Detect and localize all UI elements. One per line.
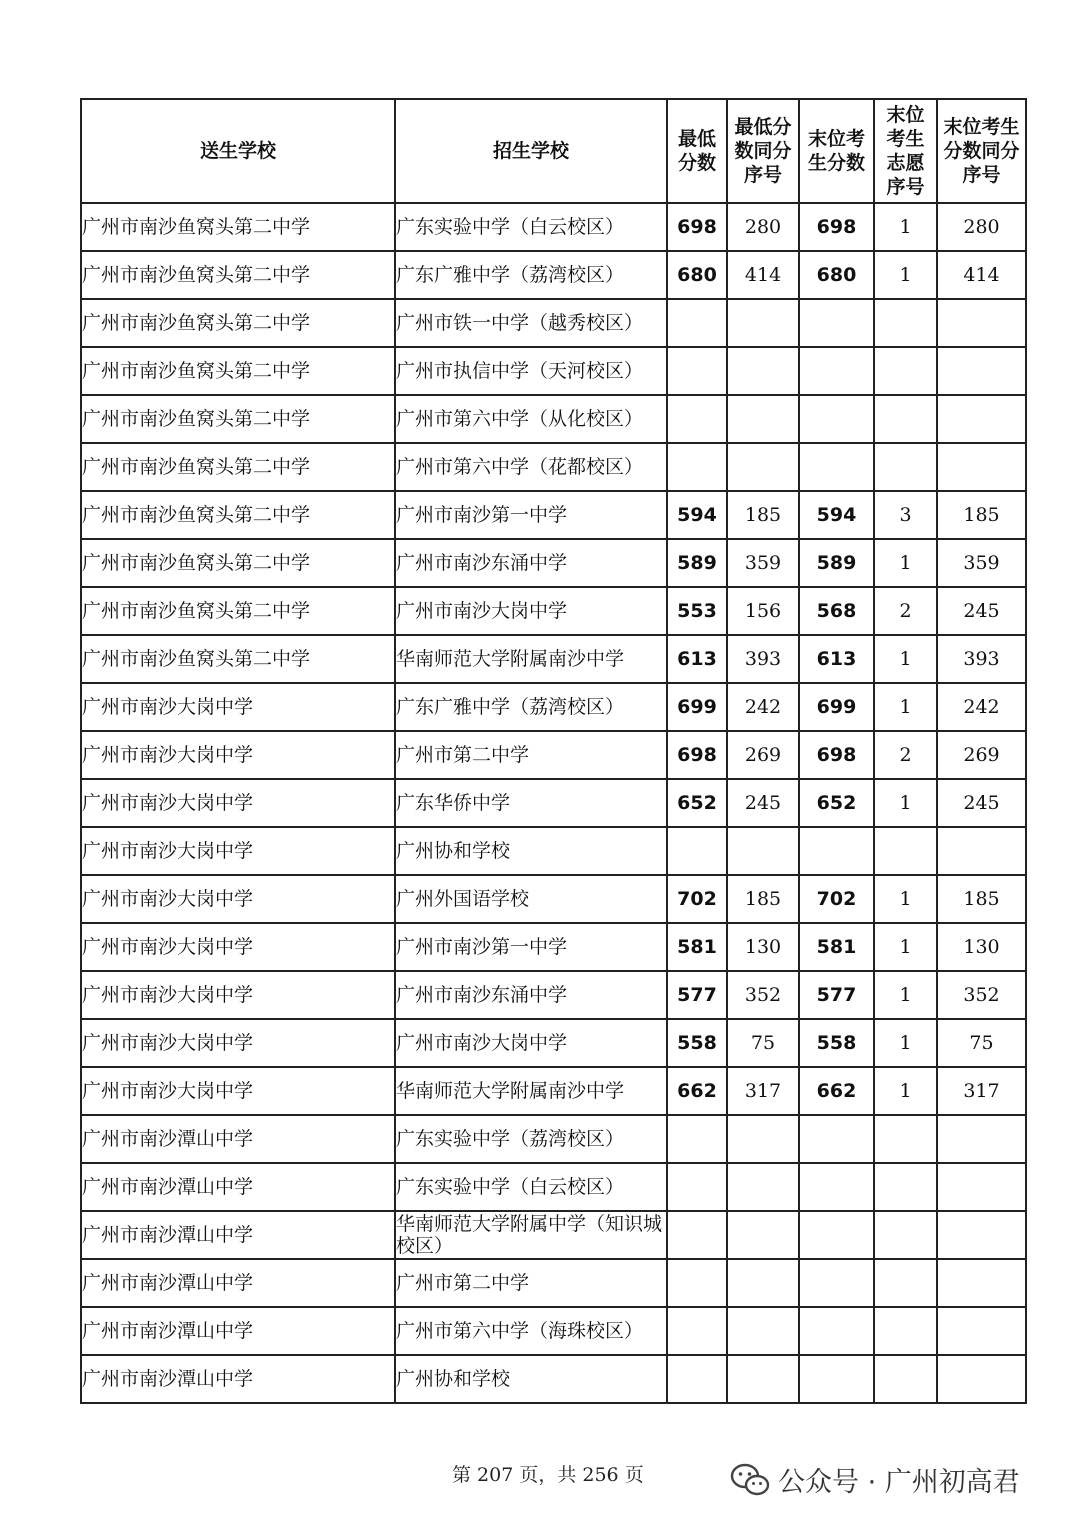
table-header-row (81, 99, 1026, 203)
last-score-rank-cell (937, 1355, 1026, 1403)
table-row (81, 491, 1026, 539)
min-score-rank-cell (727, 395, 799, 443)
min-score-rank-cell (727, 1211, 799, 1259)
last-score-cell (799, 1115, 874, 1163)
table-row (81, 1355, 1026, 1403)
last-score-cell: 652 (799, 779, 874, 827)
header-min-score: 最低 分数 (667, 99, 727, 203)
table-row (81, 1259, 1026, 1307)
header-admitting-school: 招生学校 (395, 99, 667, 203)
last-choice-number-cell: 1 (874, 203, 937, 251)
last-score-rank-cell: 185 (937, 491, 1026, 539)
admission-score-table (80, 98, 1027, 1404)
sending-school-cell: 广州市南沙鱼窝头第二中学 (81, 251, 395, 299)
min-score-cell: 589 (667, 539, 727, 587)
min-score-cell: 698 (667, 203, 727, 251)
admitting-school-cell: 广东实验中学（白云校区） (395, 1163, 667, 1211)
last-score-cell (799, 1355, 874, 1403)
min-score-rank-cell: 75 (727, 1019, 799, 1067)
min-score-cell: 698 (667, 731, 727, 779)
last-score-cell (799, 1307, 874, 1355)
min-score-rank-cell: 352 (727, 971, 799, 1019)
admitting-school-cell: 广州市南沙大岗中学 (395, 1019, 667, 1067)
header-last-choice-number: 末位 考生 志愿 序号 (874, 99, 937, 203)
table-row (81, 539, 1026, 587)
last-choice-number-cell (874, 827, 937, 875)
page-number: 第 207 页，共 256 页 (452, 1464, 644, 1486)
min-score-cell (667, 827, 727, 875)
last-score-cell: 558 (799, 1019, 874, 1067)
min-score-cell (667, 299, 727, 347)
admitting-school-cell: 广州协和学校 (395, 827, 667, 875)
admitting-school-cell: 华南师范大学附属南沙中学 (395, 1067, 667, 1115)
min-score-rank-cell (727, 1115, 799, 1163)
admitting-school-cell: 广州市南沙第一中学 (395, 923, 667, 971)
min-score-rank-cell (727, 443, 799, 491)
table-row (81, 1115, 1026, 1163)
admitting-school-cell: 广州市执信中学（天河校区） (395, 347, 667, 395)
last-score-rank-cell (937, 1259, 1026, 1307)
table-row (81, 1307, 1026, 1355)
last-choice-number-cell: 1 (874, 683, 937, 731)
last-choice-number-cell (874, 1307, 937, 1355)
min-score-cell (667, 395, 727, 443)
last-score-cell (799, 443, 874, 491)
min-score-cell (667, 1355, 727, 1403)
last-choice-number-cell (874, 299, 937, 347)
table-row (81, 923, 1026, 971)
last-score-rank-cell: 269 (937, 731, 1026, 779)
min-score-rank-cell: 156 (727, 587, 799, 635)
last-score-rank-cell: 185 (937, 875, 1026, 923)
admitting-school-cell: 广州协和学校 (395, 1355, 667, 1403)
sending-school-cell: 广州市南沙鱼窝头第二中学 (81, 395, 395, 443)
admitting-school-cell: 广州市南沙东涌中学 (395, 971, 667, 1019)
sending-school-cell: 广州市南沙大岗中学 (81, 779, 395, 827)
table-row (81, 1067, 1026, 1115)
min-score-cell: 558 (667, 1019, 727, 1067)
last-choice-number-cell (874, 1115, 937, 1163)
last-score-rank-cell (937, 827, 1026, 875)
last-score-cell: 577 (799, 971, 874, 1019)
last-choice-number-cell (874, 1211, 937, 1259)
last-score-rank-cell (937, 443, 1026, 491)
min-score-rank-cell: 317 (727, 1067, 799, 1115)
last-choice-number-cell: 1 (874, 1067, 937, 1115)
admitting-school-cell: 广州市南沙大岗中学 (395, 587, 667, 635)
last-choice-number-cell: 3 (874, 491, 937, 539)
min-score-rank-cell: 242 (727, 683, 799, 731)
last-score-rank-cell (937, 1163, 1026, 1211)
last-choice-number-cell: 1 (874, 971, 937, 1019)
last-choice-number-cell (874, 443, 937, 491)
watermark-text: 公众号 · 广州初高君 (778, 1467, 1020, 1498)
sending-school-cell: 广州市南沙潭山中学 (81, 1115, 395, 1163)
last-choice-number-cell (874, 347, 937, 395)
table-row (81, 347, 1026, 395)
min-score-cell: 594 (667, 491, 727, 539)
last-score-cell: 699 (799, 683, 874, 731)
last-score-cell: 594 (799, 491, 874, 539)
min-score-rank-cell: 393 (727, 635, 799, 683)
last-score-rank-cell: 359 (937, 539, 1026, 587)
sending-school-cell: 广州市南沙大岗中学 (81, 1019, 395, 1067)
sending-school-cell: 广州市南沙大岗中学 (81, 731, 395, 779)
sending-school-cell: 广州市南沙大岗中学 (81, 875, 395, 923)
last-score-rank-cell (937, 299, 1026, 347)
min-score-rank-cell (727, 1307, 799, 1355)
min-score-rank-cell: 130 (727, 923, 799, 971)
table-row (81, 203, 1026, 251)
min-score-cell (667, 443, 727, 491)
min-score-rank-cell: 280 (727, 203, 799, 251)
min-score-rank-cell (727, 347, 799, 395)
min-score-cell (667, 1259, 727, 1307)
last-score-cell (799, 1211, 874, 1259)
min-score-cell: 652 (667, 779, 727, 827)
min-score-rank-cell (727, 1355, 799, 1403)
last-choice-number-cell: 1 (874, 923, 937, 971)
min-score-cell: 581 (667, 923, 727, 971)
header-min-score-rank: 最低分 数同分 序号 (727, 99, 799, 203)
last-score-rank-cell: 242 (937, 683, 1026, 731)
min-score-rank-cell: 185 (727, 491, 799, 539)
last-score-cell (799, 395, 874, 443)
min-score-cell (667, 1163, 727, 1211)
table-row (81, 1211, 1026, 1259)
last-score-rank-cell: 75 (937, 1019, 1026, 1067)
sending-school-cell: 广州市南沙大岗中学 (81, 827, 395, 875)
admitting-school-cell: 广州市第二中学 (395, 731, 667, 779)
last-score-rank-cell (937, 395, 1026, 443)
table-row (81, 971, 1026, 1019)
last-choice-number-cell: 1 (874, 1019, 937, 1067)
last-choice-number-cell: 1 (874, 875, 937, 923)
admitting-school-cell: 广州市南沙第一中学 (395, 491, 667, 539)
admitting-school-cell: 广州市第六中学（从化校区） (395, 395, 667, 443)
last-score-cell: 698 (799, 203, 874, 251)
sending-school-cell: 广州市南沙大岗中学 (81, 971, 395, 1019)
last-score-cell (799, 827, 874, 875)
admitting-school-cell: 广州市铁一中学（越秀校区） (395, 299, 667, 347)
table-row (81, 443, 1026, 491)
last-choice-number-cell: 1 (874, 251, 937, 299)
last-score-cell (799, 1163, 874, 1211)
last-score-cell: 613 (799, 635, 874, 683)
sending-school-cell: 广州市南沙潭山中学 (81, 1259, 395, 1307)
admitting-school-cell: 广东广雅中学（荔湾校区） (395, 683, 667, 731)
min-score-rank-cell: 245 (727, 779, 799, 827)
min-score-rank-cell (727, 827, 799, 875)
header-last-score-rank: 末位考生 分数同分 序号 (937, 99, 1026, 203)
table-row (81, 395, 1026, 443)
admitting-school-cell: 华南师范大学附属南沙中学 (395, 635, 667, 683)
min-score-cell: 702 (667, 875, 727, 923)
last-choice-number-cell: 2 (874, 731, 937, 779)
sending-school-cell: 广州市南沙潭山中学 (81, 1163, 395, 1211)
last-score-cell (799, 299, 874, 347)
table-row (81, 779, 1026, 827)
last-score-rank-cell: 393 (937, 635, 1026, 683)
min-score-cell: 680 (667, 251, 727, 299)
last-choice-number-cell (874, 395, 937, 443)
last-score-cell: 680 (799, 251, 874, 299)
sending-school-cell: 广州市南沙潭山中学 (81, 1211, 395, 1259)
sending-school-cell: 广州市南沙鱼窝头第二中学 (81, 539, 395, 587)
last-score-cell: 589 (799, 539, 874, 587)
last-score-cell (799, 1259, 874, 1307)
table-row (81, 827, 1026, 875)
sending-school-cell: 广州市南沙大岗中学 (81, 683, 395, 731)
table-row (81, 1019, 1026, 1067)
last-score-rank-cell (937, 1307, 1026, 1355)
last-choice-number-cell: 2 (874, 587, 937, 635)
last-score-cell (799, 347, 874, 395)
min-score-cell: 613 (667, 635, 727, 683)
table-row (81, 1163, 1026, 1211)
header-sending-school: 送生学校 (81, 99, 395, 203)
min-score-cell (667, 1307, 727, 1355)
min-score-rank-cell: 414 (727, 251, 799, 299)
last-score-rank-cell: 414 (937, 251, 1026, 299)
table-row (81, 731, 1026, 779)
min-score-cell: 662 (667, 1067, 727, 1115)
last-score-rank-cell (937, 347, 1026, 395)
last-score-rank-cell: 280 (937, 203, 1026, 251)
admitting-school-cell: 广东实验中学（白云校区） (395, 203, 667, 251)
sending-school-cell: 广州市南沙大岗中学 (81, 1067, 395, 1115)
admitting-school-cell: 广东华侨中学 (395, 779, 667, 827)
min-score-cell: 577 (667, 971, 727, 1019)
table-row (81, 251, 1026, 299)
admitting-school-cell: 广州市南沙东涌中学 (395, 539, 667, 587)
sending-school-cell: 广州市南沙鱼窝头第二中学 (81, 347, 395, 395)
admitting-school-cell: 广东广雅中学（荔湾校区） (395, 251, 667, 299)
admitting-school-cell: 广州市第六中学（花都校区） (395, 443, 667, 491)
watermark (730, 1460, 1020, 1499)
last-score-rank-cell (937, 1115, 1026, 1163)
sending-school-cell: 广州市南沙鱼窝头第二中学 (81, 299, 395, 347)
sending-school-cell: 广州市南沙鱼窝头第二中学 (81, 203, 395, 251)
sending-school-cell: 广州市南沙鱼窝头第二中学 (81, 443, 395, 491)
admitting-school-cell: 广州市第六中学（海珠校区） (395, 1307, 667, 1355)
min-score-cell (667, 1211, 727, 1259)
last-score-cell: 698 (799, 731, 874, 779)
last-score-cell: 568 (799, 587, 874, 635)
last-choice-number-cell: 1 (874, 779, 937, 827)
last-score-rank-cell: 317 (937, 1067, 1026, 1115)
sending-school-cell: 广州市南沙潭山中学 (81, 1307, 395, 1355)
min-score-cell (667, 347, 727, 395)
last-score-rank-cell: 245 (937, 587, 1026, 635)
sending-school-cell: 广州市南沙潭山中学 (81, 1355, 395, 1403)
last-choice-number-cell (874, 1355, 937, 1403)
min-score-rank-cell: 359 (727, 539, 799, 587)
min-score-cell: 553 (667, 587, 727, 635)
last-choice-number-cell: 1 (874, 635, 937, 683)
table-row (81, 299, 1026, 347)
last-score-cell: 662 (799, 1067, 874, 1115)
last-choice-number-cell (874, 1163, 937, 1211)
admitting-school-cell: 华南师范大学附属中学（知识城校区） (395, 1211, 667, 1259)
min-score-rank-cell (727, 1259, 799, 1307)
last-score-rank-cell: 245 (937, 779, 1026, 827)
min-score-rank-cell: 269 (727, 731, 799, 779)
header-last-score: 末位考 生分数 (799, 99, 874, 203)
admitting-school-cell: 广州市第二中学 (395, 1259, 667, 1307)
min-score-rank-cell: 185 (727, 875, 799, 923)
sending-school-cell: 广州市南沙鱼窝头第二中学 (81, 491, 395, 539)
wechat-icon (730, 1463, 770, 1497)
min-score-cell (667, 1115, 727, 1163)
table-row (81, 875, 1026, 923)
admitting-school-cell: 广东实验中学（荔湾校区） (395, 1115, 667, 1163)
last-score-rank-cell (937, 1211, 1026, 1259)
last-score-rank-cell: 352 (937, 971, 1026, 1019)
min-score-rank-cell (727, 1163, 799, 1211)
sending-school-cell: 广州市南沙鱼窝头第二中学 (81, 635, 395, 683)
min-score-cell: 699 (667, 683, 727, 731)
min-score-rank-cell (727, 299, 799, 347)
sending-school-cell: 广州市南沙鱼窝头第二中学 (81, 587, 395, 635)
table-row (81, 683, 1026, 731)
table-row (81, 635, 1026, 683)
table-row (81, 587, 1026, 635)
sending-school-cell: 广州市南沙大岗中学 (81, 923, 395, 971)
last-score-cell: 581 (799, 923, 874, 971)
last-score-cell: 702 (799, 875, 874, 923)
last-choice-number-cell (874, 1259, 937, 1307)
admitting-school-cell: 广州外国语学校 (395, 875, 667, 923)
last-choice-number-cell: 1 (874, 539, 937, 587)
last-score-rank-cell: 130 (937, 923, 1026, 971)
